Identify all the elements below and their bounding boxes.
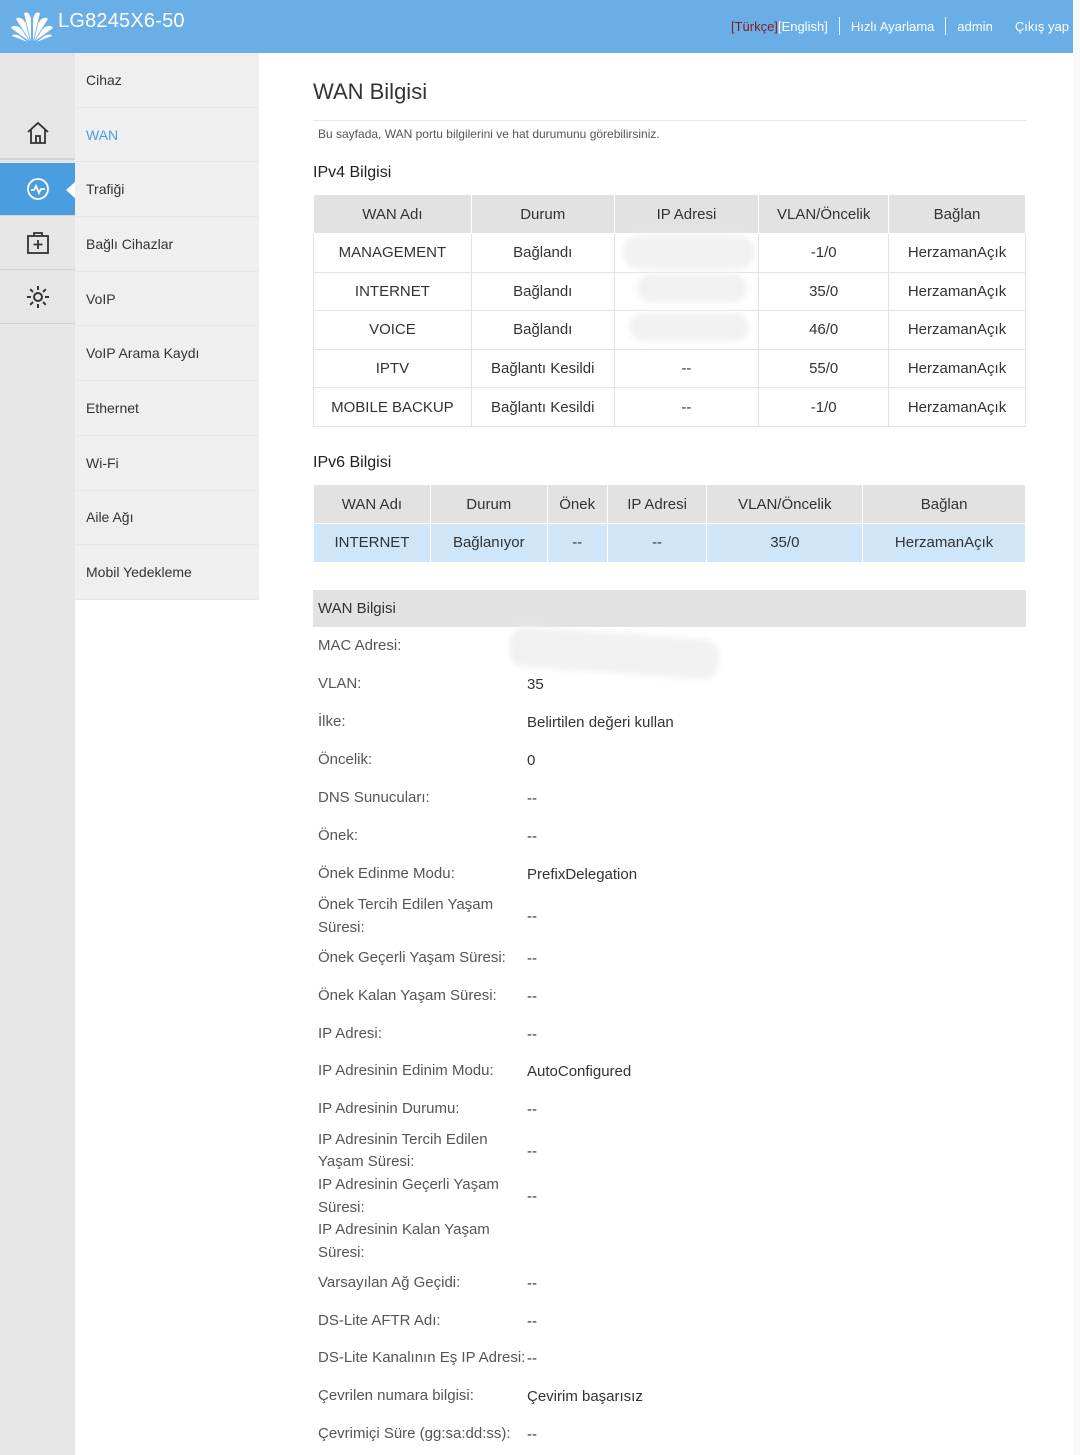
info-row: DS-Lite Kanalının Eş IP Adresi: -- [318,1349,537,1367]
submenu-item-device[interactable]: Cihaz [75,53,259,108]
table-row[interactable]: MOBILE BACKUP Bağlantı Kesildi -- -1/0 HerzamanAçık [314,388,1026,427]
column-header: Önek [547,485,607,524]
column-header: WAN Adı [314,195,472,234]
submenu-item-voip[interactable]: VoIP [75,272,259,327]
quick-setup-link[interactable]: Hızlı Ayarlama [850,18,935,34]
table-row[interactable]: MANAGEMENT Bağlandı -1/0 HerzamanAçık [314,234,1026,273]
lang-turkish[interactable]: Türkçe [734,18,775,34]
main-content [259,53,1073,1455]
top-header [0,0,1073,53]
lang-english[interactable]: English [781,18,825,34]
submenu-item-family-network[interactable]: Aile Ağı [75,491,259,546]
rail-status-button[interactable] [0,163,75,216]
rail-apps-button[interactable] [0,217,75,270]
submenu-item-traffic[interactable]: Trafiği [75,162,259,217]
home-icon [26,121,50,145]
redaction-blur [637,274,747,302]
table-row[interactable]: VOICE Bağlandı 46/0 HerzamanAçık [314,311,1026,350]
column-header: Durum [430,485,547,524]
divider [839,17,840,35]
info-row: IP Adresi: -- [318,1024,537,1043]
logout-link[interactable]: Çıkış yap [1014,18,1069,34]
rail-settings-button[interactable] [0,271,75,324]
info-row: İlke: Belirtilen değeri kullan [318,712,674,731]
ipv6-section-title: IPv6 Bilgisi [313,454,392,471]
info-row: DS-Lite AFTR Adı: -- [318,1311,537,1330]
info-row: IP Adresinin Edinim Modu: AutoConfigured [318,1062,632,1080]
user-link[interactable]: admin [957,18,993,34]
icon-rail [0,53,75,1455]
info-row: Önek Kalan Yaşam Süresi: -- [318,986,537,1005]
info-row: DNS Sunucuları: -- [318,788,537,807]
column-header: Bağlan [863,485,1026,524]
page-title: WAN Bilgisi [313,79,428,104]
ipv4-table [313,194,1026,427]
info-row: IP Adresinin Durumu: -- [318,1099,537,1118]
submenu-item-wifi[interactable]: Wi-Fi [75,436,259,491]
table-row[interactable]: INTERNET Bağlandı 35/0 HerzamanAçık [314,272,1026,311]
info-row: Önek Edinme Modu: PrefixDelegation [318,864,638,883]
info-row: Öncelik: 0 [318,750,536,769]
info-row: IP Adresinin Geçerli Yaşam Süresi: -- [318,1176,537,1216]
info-row: Önek Geçerli Yaşam Süresi: -- [318,949,537,967]
wan-info-list [313,627,1026,1453]
redaction-blur [629,313,749,341]
table-header-row [314,195,1026,234]
submenu-item-ethernet[interactable]: Ethernet [75,381,259,436]
column-header: VLAN/Öncelik [707,485,863,524]
column-header: VLAN/Öncelik [759,195,889,234]
info-row: MAC Adresi: [318,636,402,654]
device-model: LG8245X6-50 [58,10,185,32]
submenu-item-mobile-backup[interactable]: Mobil Yedekleme [75,545,259,600]
submenu [75,53,259,600]
info-row: Önek: -- [318,826,537,845]
column-header: IP Adresi [607,485,707,524]
dashboard-icon [26,177,50,201]
ipv4-section-title: IPv4 Bilgisi [313,164,392,181]
submenu-item-voip-call-log[interactable]: VoIP Arama Kaydı [75,326,259,381]
table-header-row [314,485,1026,524]
info-row: IP Adresinin Tercih Edilen Yaşam Süresi: -- [318,1130,537,1170]
gear-icon [26,285,50,309]
table-row-selected[interactable]: INTERNET Bağlanıyor -- -- 35/0 HerzamanAçık [314,524,1026,563]
column-header: WAN Adı [314,485,431,524]
info-row: Önek Tercih Edilen Yaşam Süresi: -- [318,896,537,936]
column-header: IP Adresi [614,195,759,234]
info-row: Çevrilen numara bilgisi: Çevirim başarısız [318,1386,643,1405]
ipv6-table [313,484,1026,563]
top-links: [ Türkçe ] [ English ] Hızlı Ayarlama admin Çıkış yap [730,18,1069,34]
redaction-blur [623,235,755,269]
table-row[interactable]: IPTV Bağlantı Kesildi -- 55/0 HerzamanAçık [314,349,1026,388]
info-row: IP Adresinin Kalan Yaşam Süresi: [318,1221,490,1261]
column-header: Bağlan [889,195,1026,234]
add-box-icon [26,231,50,255]
submenu-item-connected-devices[interactable]: Bağlı Cihazlar [75,217,259,272]
info-row: Varsayılan Ağ Geçidi: -- [318,1273,537,1292]
rail-home-button[interactable] [0,107,75,160]
huawei-logo-icon [10,7,54,43]
wan-info-header: WAN Bilgisi [313,590,1026,627]
column-header: Durum [471,195,614,234]
divider [945,17,946,35]
info-row: VLAN: 35 [318,674,544,693]
info-row: Çevrimiçi Süre (gg:sa:dd:ss): -- [318,1424,537,1443]
page-description: Bu sayfada, WAN portu bilgilerini ve hat durumunu görebilirsiniz. [318,127,660,141]
page-edge [1073,0,1080,1455]
submenu-item-wan[interactable]: WAN [75,108,259,163]
